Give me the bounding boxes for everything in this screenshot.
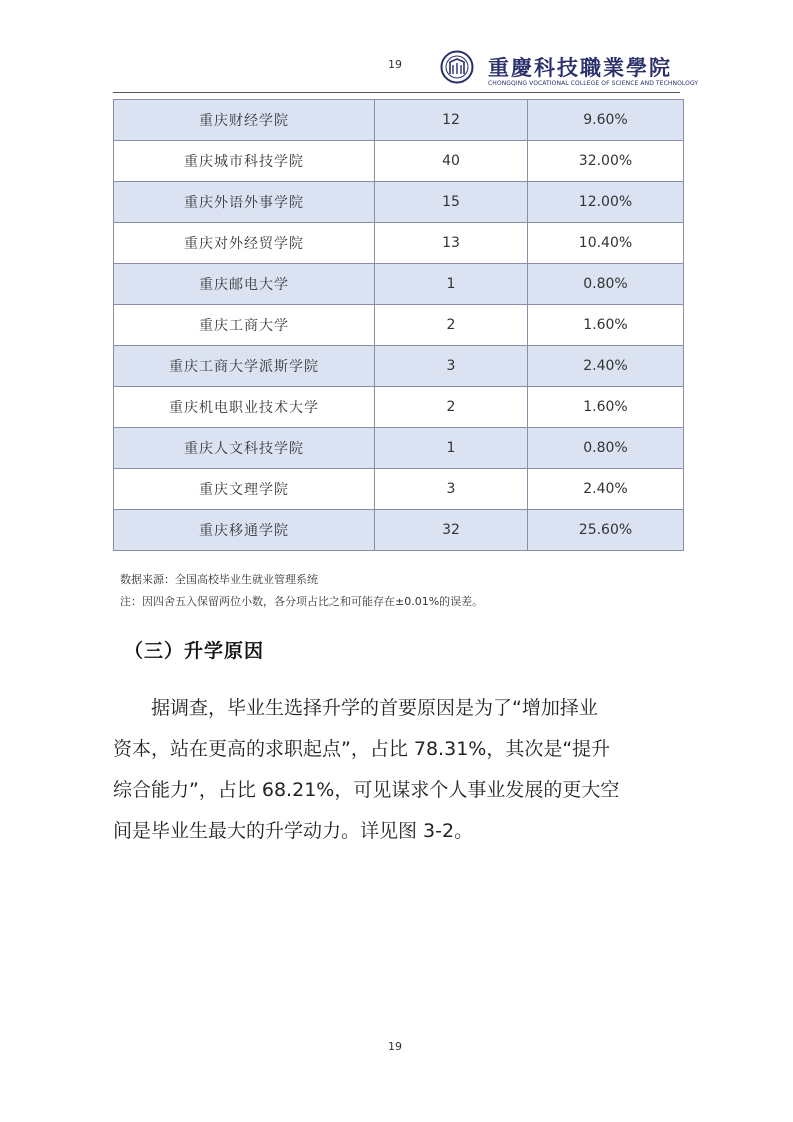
count-cell: 12 (375, 100, 528, 141)
paragraph-line: 间是毕业生最大的升学动力。详见图 3-2。 (113, 820, 474, 842)
percent-cell: 12.00% (528, 182, 684, 223)
table-row (114, 469, 684, 510)
section-heading: （三）升学原因 (124, 640, 265, 662)
school-cell: 重庆机电职业技术大学 (114, 387, 375, 428)
percent-cell: 2.40% (528, 346, 684, 387)
school-cell: 重庆工商大学 (114, 305, 375, 346)
school-cell: 重庆外语外事学院 (114, 182, 375, 223)
table-row (114, 182, 684, 223)
percent-cell: 0.80% (528, 264, 684, 305)
school-cell: 重庆人文科技学院 (114, 428, 375, 469)
rounding-note: 注：因四舍五入保留两位小数，各分项占比之和可能存在±0.01%的误差。 (120, 595, 484, 608)
count-cell: 2 (375, 387, 528, 428)
count-cell: 3 (375, 469, 528, 510)
school-cell: 重庆对外经贸学院 (114, 223, 375, 264)
count-cell: 3 (375, 346, 528, 387)
school-cell: 重庆财经学院 (114, 100, 375, 141)
college-emblem-icon (440, 50, 474, 84)
college-logo (440, 48, 699, 90)
header-page-number: 19 (388, 58, 402, 71)
percent-cell: 32.00% (528, 141, 684, 182)
percent-cell: 9.60% (528, 100, 684, 141)
paragraph-line: 据调查，毕业生选择升学的首要原因是为了“增加择业 (113, 697, 598, 719)
percent-cell: 2.40% (528, 469, 684, 510)
percent-cell: 25.60% (528, 510, 684, 551)
paragraph-line: 资本，站在更高的求职起点”，占比 78.31%，其次是“提升 (113, 738, 611, 760)
school-cell: 重庆工商大学派斯学院 (114, 346, 375, 387)
table-row (114, 264, 684, 305)
count-cell: 15 (375, 182, 528, 223)
count-cell: 2 (375, 305, 528, 346)
table-row (114, 428, 684, 469)
school-cell: 重庆文理学院 (114, 469, 375, 510)
table-row (114, 141, 684, 182)
table-row (114, 510, 684, 551)
percent-cell: 0.80% (528, 428, 684, 469)
count-cell: 40 (375, 141, 528, 182)
table-row (114, 305, 684, 346)
table-row (114, 100, 684, 141)
school-cell: 重庆城市科技学院 (114, 141, 375, 182)
logo-chinese-name: 重慶科技職業學院 (488, 55, 672, 80)
table-row (114, 223, 684, 264)
count-cell: 1 (375, 428, 528, 469)
table-row (114, 387, 684, 428)
logo-english-name: CHONGQING VOCATIONAL COLLEGE OF SCIENCE AND TECHNOLOGY (488, 80, 699, 87)
percent-cell: 10.40% (528, 223, 684, 264)
admission-table (113, 99, 684, 551)
footer-page-number: 19 (388, 1040, 402, 1053)
section-paragraph (113, 688, 683, 852)
percent-cell: 1.60% (528, 305, 684, 346)
data-source-note: 数据来源：全国高校毕业生就业管理系统 (120, 573, 318, 586)
header-divider (113, 92, 680, 93)
school-cell: 重庆移通学院 (114, 510, 375, 551)
count-cell: 32 (375, 510, 528, 551)
count-cell: 13 (375, 223, 528, 264)
school-cell: 重庆邮电大学 (114, 264, 375, 305)
table-row (114, 346, 684, 387)
percent-cell: 1.60% (528, 387, 684, 428)
paragraph-line: 综合能力”，占比 68.21%，可见谋求个人事业发展的更大空 (113, 779, 620, 801)
count-cell: 1 (375, 264, 528, 305)
